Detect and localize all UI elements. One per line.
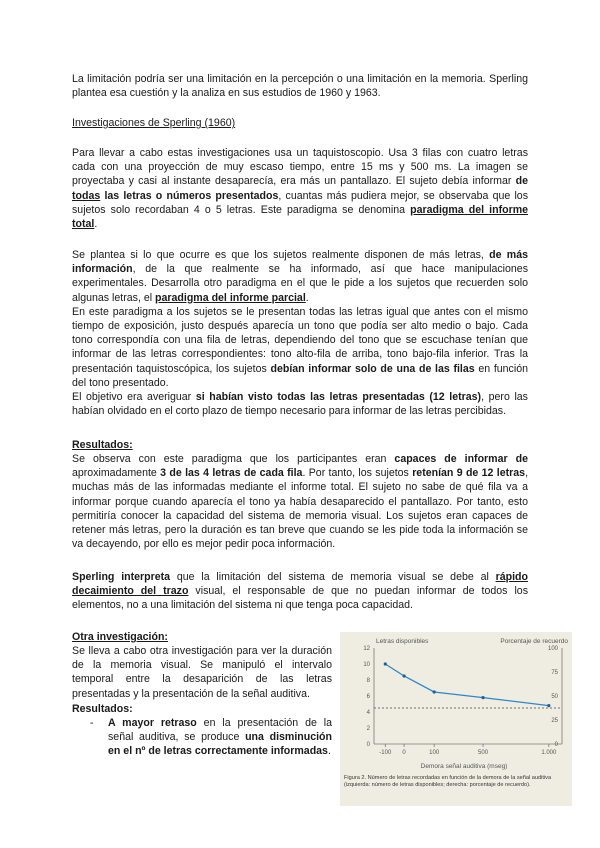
text-span: aproximadamente [72,467,161,480]
result-bullet [90,716,332,776]
resultados-paragraph [72,452,528,551]
text-span: en función del tono presentado. [72,362,528,389]
bold-span: A mayor retraso [108,717,197,729]
y2-tick-label: 25 [551,718,558,724]
bold-span: retenían 9 de 12 letras [412,467,526,480]
y-tick-label: 6 [366,694,370,700]
bold-span: las letras o números presentados [100,189,279,202]
x-tick-label: 1.000 [541,750,557,756]
data-point [481,696,484,699]
x-tick-label: -100 [379,750,392,756]
y-tick-label: 2 [366,726,370,732]
bold-span: de más información [72,249,528,276]
bold-span: debían informar solo de una de las filas [270,362,475,375]
y2-tick-label: 100 [547,646,558,652]
text-span: en la presentación de la señal auditiva, se produce [108,717,332,744]
section-heading-sperling: Investigaciones de Sperling (1960) [72,117,236,129]
bold-span: si habían visto todas las letras presentadas (12 letras) [195,391,482,404]
text-span: El objetivo era averiguar [72,391,196,404]
bold-span: una disminución en el nº de letras correctamente informadas [108,731,333,758]
x-tick-label: 100 [429,750,440,756]
data-point [547,704,550,707]
x-axis-label: Demora señal auditiva (mseg) [420,763,508,770]
text-span: . Por tanto, los sujetos [302,467,413,480]
text-span: Se plantea si lo que ocurre es que los sujetos realmente disponen de más letras, [72,249,490,261]
y2-tick-label: 50 [551,694,558,700]
text-span: visual, el responsable de que no puedan informar de todos los elementos, no a una limitación del sistema ni que tenga poca capacidad. [72,585,528,612]
x-tick-label: 500 [478,750,489,756]
heading-text: Otra investigación: [72,631,168,643]
section-heading-otra [72,630,332,644]
bold-span: de [515,175,528,188]
bullet-text [108,716,332,759]
bold-underline-span: todas [72,189,101,202]
term-informe-parcial: paradigma del informe parcial [155,291,306,304]
section-heading-resultados [72,438,528,452]
x-tick-label: 0 [402,750,406,756]
text-span: , cuantas más pudiera mejor, se observaba que los sujetos solo recordaban 4 o 5 letras. Este paradigma se denomina [72,189,528,216]
figure-chart [340,632,572,772]
y-tick-label: 10 [363,662,370,668]
y-tick-label: 8 [366,678,370,684]
data-point [402,674,405,677]
intro-paragraph: La limitación podría ser una limitación en la percepción o una limitación en la memoria. Sperling plantea esa cuestión y la analiza en sus estudios de 1960 y 1963. [72,73,528,100]
bullet-dash: - [90,717,94,729]
bold-span: capaces de informar de [394,453,528,465]
text-span: Se observa con este paradigma que los participantes eran [72,453,395,465]
y-axis-label: Letras disponibles [376,638,429,645]
text-span: En este paradigma a los sujetos se le presentan todas las letras igual que antes con el mismo tiempo de exposición, justo después aparecía un tono que podía ser alto medio o bajo. Cada tono correspondía con una fila de letras, dependiendo del tono que se escuchase tenían que informar de las letras correspondientes: tono alto-fila de arriba, tono bajo-fila inferior. Tras la presentación taquistoscópica, los sujetos [72,305,528,375]
y-tick-label: 0 [366,742,370,748]
y2-axis-label: Porcentaje de recuerdo [500,638,568,645]
heading-text: Resultados: [72,439,133,451]
term-decaimiento: rápido decaimiento del trazo [72,571,528,598]
text-span: que la limitación del sistema de memoria visual se debe al [170,571,496,583]
figure-caption: Figura 2. Número de letras recordadas en función de la demora de la señal auditiva (izquierda: número de letras disponibles; derecha: porcentaje de recuerdo). [340,772,572,806]
informe-parcial-paragraph [72,248,528,418]
y-tick-label: 4 [366,710,370,716]
otra-investigacion-paragraph: Se lleva a cabo otra investigación para ver la duración de la memoria visual. Se manipuló el intervalo temporal entre la desaparición de las letras presentadas y la presentación de la señal auditiva. [72,645,332,700]
series-line [385,664,549,706]
bold-span: 3 de las 4 letras de cada fila [160,467,303,480]
text-span: . [94,218,98,231]
text-span: Para llevar a cabo estas investigaciones usa un taquistoscopio. Usa 3 filas con cuatro letras cada con una proyección de muy escaso tiempo, entre 15 ms y 500 ms. La imagen se proyectaba y casi al instante desaparecía, era más un pantallazo. [72,147,528,188]
taquistoscopio-paragraph [72,146,528,231]
y2-tick-label: 75 [551,670,558,676]
section-heading-resultados-2 [72,702,332,716]
y2-tick-label: 0 [554,742,558,748]
text-span: , muchas más de las informadas mediante el informe total. El sujeto no sabe de qué fila va a informar porque cuando aparecía el tono ya había desaparecido el pantallazo. Por tanto, esto permitiría conocer la capacidad del sistema de memoria visual. Los sujetos eran capaces de retener más letras, pero la duración es tan breve que cuando se les pide toda la información se va decayendo, por ello es mejor pedir poca información. [72,467,529,551]
bold-span: Sperling interpreta [72,571,171,583]
text-span: . [305,291,309,304]
interpretacion-paragraph [72,570,528,613]
y-tick-label: 12 [363,646,370,652]
data-point [384,662,387,665]
text-span: El sujeto debía informar [395,175,516,188]
chart-svg [340,632,572,772]
term-informe-total: paradigma del informe total [72,203,529,231]
heading-text: Resultados: [72,703,133,715]
text-span: , de la que realmente se ha informado, así que hace manipulaciones experimentales. Desarrolla otro paradigma en el que le pide a los sujetos que recuerden solo algunas letras, el [72,263,528,304]
text-span: . [327,745,331,758]
data-point [433,690,436,693]
text-span: , pero las habían olvidado en el corto plazo de tiempo necesario para informar de las letras percibidas. [72,391,528,418]
